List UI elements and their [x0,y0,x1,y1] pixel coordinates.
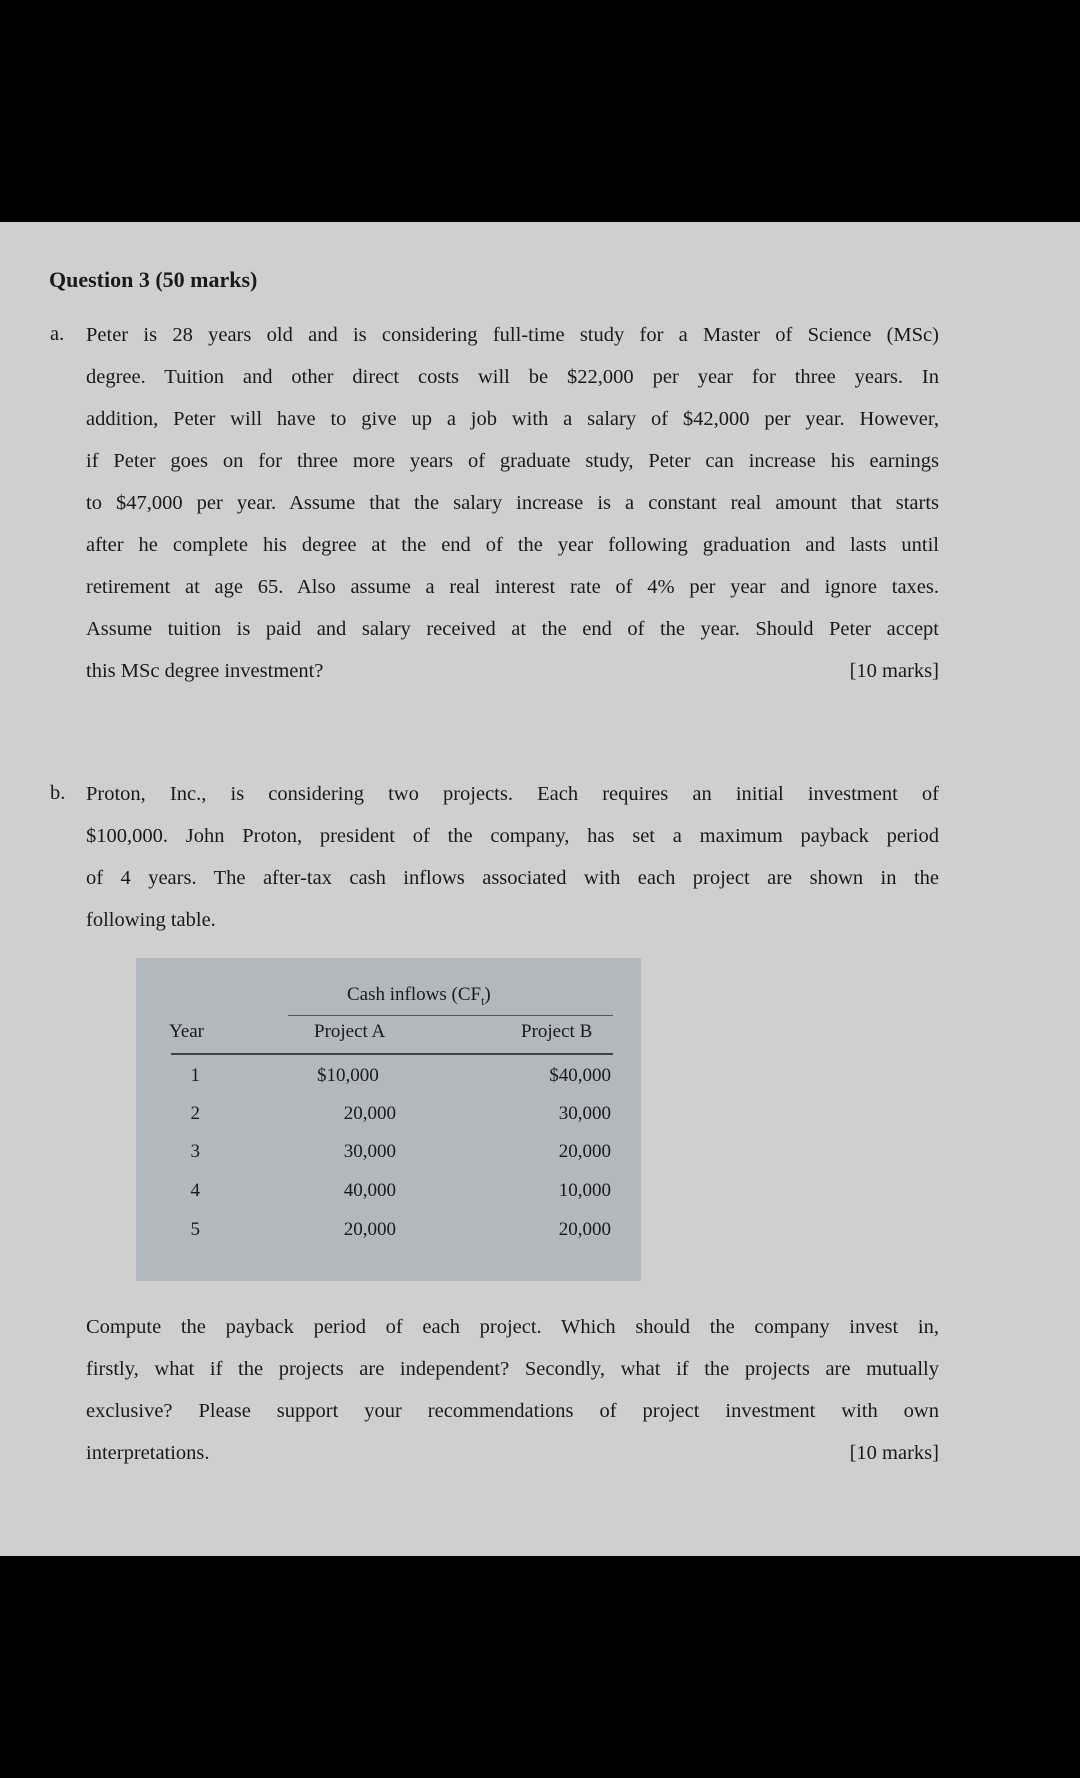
part-a [50,323,939,701]
cash-inflows-table [136,958,641,1281]
table-cell-project-a: 40,000 [343,1180,396,1201]
part-a-letter: a. [50,323,65,345]
table-cell-project-b: 10,000 [558,1180,611,1201]
part-b-line: $100,000. John Proton, president of the company, has set a maximum payback period [86,825,939,847]
table-cell-year: 1 [190,1065,200,1086]
part-a-line: addition, Peter will have to give up a job with a salary of $42,000 per year. However, [86,408,939,430]
table-cell-project-a: 20,000 [343,1219,396,1240]
part-b-question [86,1315,939,1483]
table-group-rule [288,1015,613,1016]
table-cell-project-b: 30,000 [558,1103,611,1124]
part-a-line: retirement at age 65. Also assume a real interest rate of 4% per year and ignore taxes. [86,576,939,598]
part-a-line: this MSc degree investment? [86,660,324,682]
part-b-line: following table. [86,909,216,931]
part-b-marks: [10 marks] [849,1442,939,1464]
part-b-question-line: interpretations. [86,1442,210,1464]
table-cell-project-b: 20,000 [558,1219,611,1240]
table-cell-project-a: 20,000 [343,1103,396,1124]
table-cell-project-b: $40,000 [549,1065,611,1086]
part-b-question-line: exclusive? Please support your recommendations of project investment with own [86,1400,939,1422]
table-group-header: Cash inflows $(CF_t)$ [347,984,491,1008]
part-a-last-line [86,659,939,701]
question-page [0,222,1080,1556]
part-b [50,782,939,950]
part-b-letter: b. [50,782,66,804]
part-b-line: Proton, Inc., is considering two projects. Each requires an initial investment of [86,783,939,805]
table-header-project-b: Project B [521,1021,593,1042]
part-a-line: degree. Tuition and other direct costs will be $22,000 per year for three years. In [86,366,939,388]
table-header-project-a: Project A [314,1021,386,1042]
part-a-line: Assume tuition is paid and salary received at the end of the year. Should Peter accept [86,618,939,640]
part-b-line: of 4 years. The after-tax cash inflows associated with each project are shown in the [86,867,939,889]
table-cell-year: 3 [190,1141,200,1162]
table-header-rule [171,1053,613,1055]
table-cell-year: 5 [190,1219,200,1240]
part-a-line: to $47,000 per year. Assume that the salary increase is a constant real amount that starts [86,492,939,514]
table-cell-year: 4 [190,1180,200,1201]
part-b-question-line: Compute the payback period of each project. Which should the company invest in, [86,1316,939,1338]
table-cell-project-a: $10,000 [317,1065,379,1086]
part-b-question-line: firstly, what if the projects are independent? Secondly, what if the projects are mutually [86,1358,939,1380]
part-a-line: if Peter goes on for three more years of graduate study, Peter can increase his earnings [86,450,939,472]
table-cell-project-b: 20,000 [558,1141,611,1162]
part-a-line: after he complete his degree at the end of the year following graduation and lasts until [86,534,939,556]
table-cell-project-a: 30,000 [343,1141,396,1162]
part-a-marks: [10 marks] [849,660,939,682]
question-title: Question 3 (50 marks) [49,267,258,292]
table-header-year: Year [169,1021,205,1042]
part-b-last-line [86,1441,939,1483]
part-a-line: Peter is 28 years old and is considering full-time study for a Master of Science (MSc) [86,324,939,346]
table-cell-year: 2 [190,1103,200,1124]
